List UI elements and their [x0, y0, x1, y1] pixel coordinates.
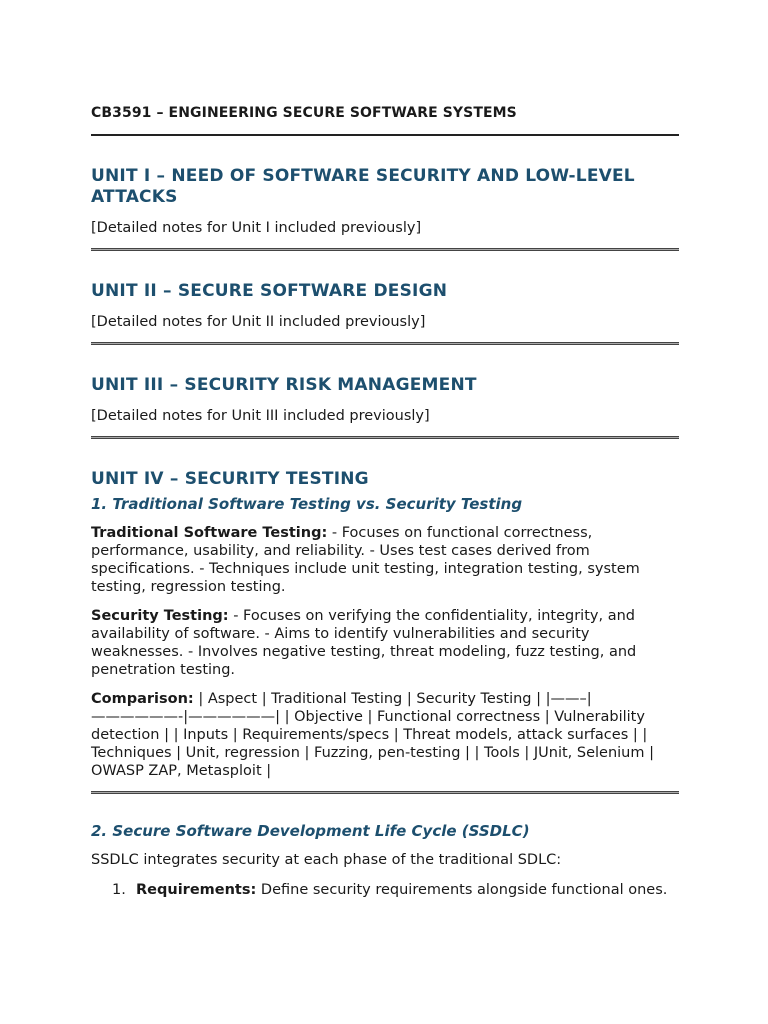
unit-1-heading: UNIT I – NEED OF SOFTWARE SECURITY AND LOW-LEVEL ATTACKS — [91, 166, 635, 207]
document-body — [91, 104, 679, 899]
comparison-label: Comparison: — [91, 691, 194, 707]
section-2-title: 2. Secure Software Development Life Cycle (SSDLC) — [91, 822, 530, 840]
list-item-number: 1. — [112, 882, 126, 898]
unit-1-note: [Detailed notes for Unit I included previously] — [91, 220, 422, 236]
unit-4-heading: UNIT IV – SECURITY TESTING — [91, 469, 369, 489]
list-item-label: Requirements: — [136, 882, 257, 898]
document-title: CB3591 – ENGINEERING SECURE SOFTWARE SYSTEMS — [91, 105, 517, 121]
security-testing-label: Security Testing: — [91, 608, 229, 624]
unit-2-heading: UNIT II – SECURE SOFTWARE DESIGN — [91, 281, 448, 301]
list-item — [91, 881, 679, 899]
security-testing-paragraph — [91, 607, 679, 679]
unit-3-heading: UNIT III – SECURITY RISK MANAGEMENT — [91, 375, 477, 395]
list-item-text: Define security requirements alongside functional ones. — [256, 882, 668, 898]
traditional-testing-text: - Focuses on functional correctness, performance, usability, and reliability. - Uses test cases derived from specifications. - Techniques include unit testing, integration testing, system testing, regression testing. — [91, 525, 640, 595]
unit-2-note: [Detailed notes for Unit II included previously] — [91, 314, 426, 330]
ssdlc-phase-list — [91, 881, 679, 899]
ssdlc-intro: SSDLC integrates security at each phase of the traditional SDLC: — [91, 852, 562, 868]
unit-3-note: [Detailed notes for Unit III included previously] — [91, 408, 430, 424]
traditional-testing-label: Traditional Software Testing: — [91, 525, 328, 541]
traditional-testing-paragraph — [91, 524, 679, 596]
comparison-text: | Aspect | Traditional Testing | Security Testing | |——–| ——————-|——————| | Objective | Functional correctness | Vulnerability detection | | Inputs | Requirements/specs | Threat models, attack surfaces | | Techniques | Unit, regression | Fuzzing, pen-testing | | Tools | JUnit, Selenium | OWASP ZAP, Metasploit | — [91, 691, 654, 779]
security-testing-text: - Focuses on verifying the confidentiality, integrity, and availability of software. - Aims to identify vulnerabilities and security weaknesses. - Involves negative testing, threat modeling, fuzz testing, and penetration testing. — [91, 608, 637, 678]
section-1-title: 1. Traditional Software Testing vs. Security Testing — [91, 495, 523, 513]
comparison-paragraph — [91, 690, 679, 780]
